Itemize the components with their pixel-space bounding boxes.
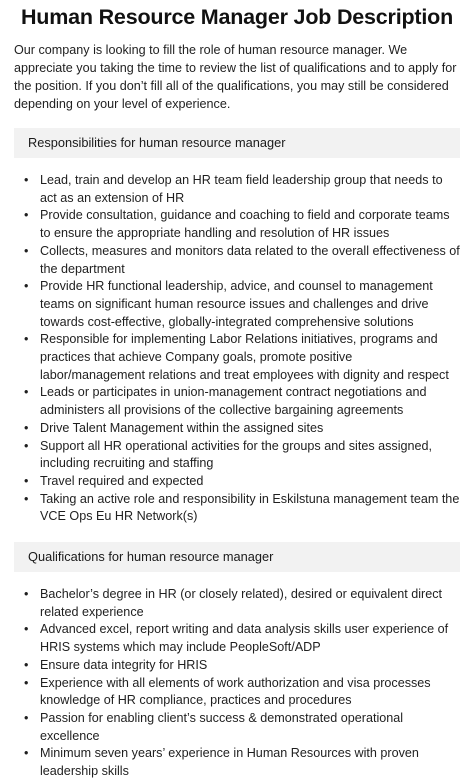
list-item-text: Support all HR operational activities for the groups and sites assigned, including recruiting and staffing — [40, 438, 433, 471]
list-item-text: Provide HR functional leadership, advice, and counsel to management teams on significant human resource issues and challenges and drive towards cost-effective, globally-integrated comprehensive solutions — [40, 279, 433, 329]
bullet-icon: • — [24, 491, 29, 506]
list-item-text: Taking an active role and responsibility in Eskilstuna management team the VCE Ops Eu HR Network(s) — [40, 491, 460, 524]
bullet-icon: • — [24, 622, 29, 637]
list-item — [24, 172, 460, 207]
bullet-icon: • — [24, 438, 29, 453]
list-item — [24, 621, 460, 656]
list-item — [24, 473, 460, 491]
list-item — [24, 710, 460, 745]
bullet-icon: • — [24, 173, 29, 187]
list-item — [24, 384, 460, 419]
list-item-text: Collects, measures and monitors data related to the overall effectiveness of the department — [40, 243, 460, 276]
list-item — [24, 243, 460, 278]
qualifications-list — [14, 586, 460, 781]
list-item-text: Experience with all elements of work authorization and visa processes knowledge of HR compliance, practices and procedures — [40, 675, 431, 708]
list-item-text: Drive Talent Management within the assigned sites — [40, 420, 324, 435]
list-item — [24, 420, 460, 438]
list-item — [24, 657, 460, 675]
list-item — [24, 675, 460, 710]
bullet-icon: • — [24, 710, 29, 725]
list-item-text: Bachelor’s degree in HR (or closely related), desired or equivalent direct related experience — [40, 587, 443, 619]
list-item — [24, 438, 460, 473]
list-item-text: Leads or participates in union-management contract negotiations and administers all provisions of the collective bargaining agreements — [40, 385, 427, 418]
responsibilities-list — [14, 172, 460, 526]
list-item-text: Responsible for implementing Labor Relations initiatives, programs and practices that achieve Company goals, promote positive labor/management relations and treat employees with dignity and respect — [40, 332, 449, 382]
list-item-text: Travel required and expected — [40, 473, 204, 488]
list-item — [24, 331, 460, 384]
list-item — [24, 278, 460, 331]
bullet-icon: • — [24, 473, 29, 488]
qualifications-section — [14, 542, 460, 781]
list-item — [24, 491, 460, 526]
bullet-icon: • — [24, 587, 29, 602]
list-item — [24, 745, 460, 780]
list-item-text: Ensure data integrity for HRIS — [40, 657, 208, 672]
bullet-icon: • — [24, 420, 29, 435]
bullet-icon: • — [24, 279, 29, 294]
list-item-text: Lead, train and develop an HR team field leadership group that needs to act as an extension of HR — [40, 173, 443, 205]
list-item-text: Minimum seven years’ experience in Human Resources with proven leadership skills — [40, 746, 419, 779]
bullet-icon: • — [24, 746, 29, 761]
list-item-text: Advanced excel, report writing and data analysis skills user experience of HRIS systems which may include PeopleSoft/ADP — [40, 622, 449, 655]
list-item — [24, 207, 460, 242]
list-item — [24, 586, 460, 621]
intro-paragraph: Our company is looking to fill the role of human resource manager. We appreciate you taking the time to review the list of qualifications and to apply for the position. If you don’t fill all of the qualifications, you may still be considered depending on your level of experience. — [14, 43, 457, 111]
list-item-text: Passion for enabling client’s success & demonstrated operational excellence — [40, 710, 404, 743]
bullet-icon: • — [24, 657, 29, 672]
bullet-icon: • — [24, 385, 29, 400]
list-item-text: Provide consultation, guidance and coaching to field and corporate teams to ensure the appropriate handling and resolution of HR issues — [40, 208, 450, 241]
qualifications-heading: Qualifications for human resource manager — [14, 542, 460, 572]
bullet-icon: • — [24, 675, 29, 690]
responsibilities-section — [14, 128, 460, 526]
bullet-icon: • — [24, 332, 29, 347]
bullet-icon: • — [24, 243, 29, 258]
responsibilities-heading: Responsibilities for human resource manager — [14, 128, 460, 158]
bullet-icon: • — [24, 208, 29, 223]
page-title: Human Resource Manager Job Description — [20, 5, 454, 29]
